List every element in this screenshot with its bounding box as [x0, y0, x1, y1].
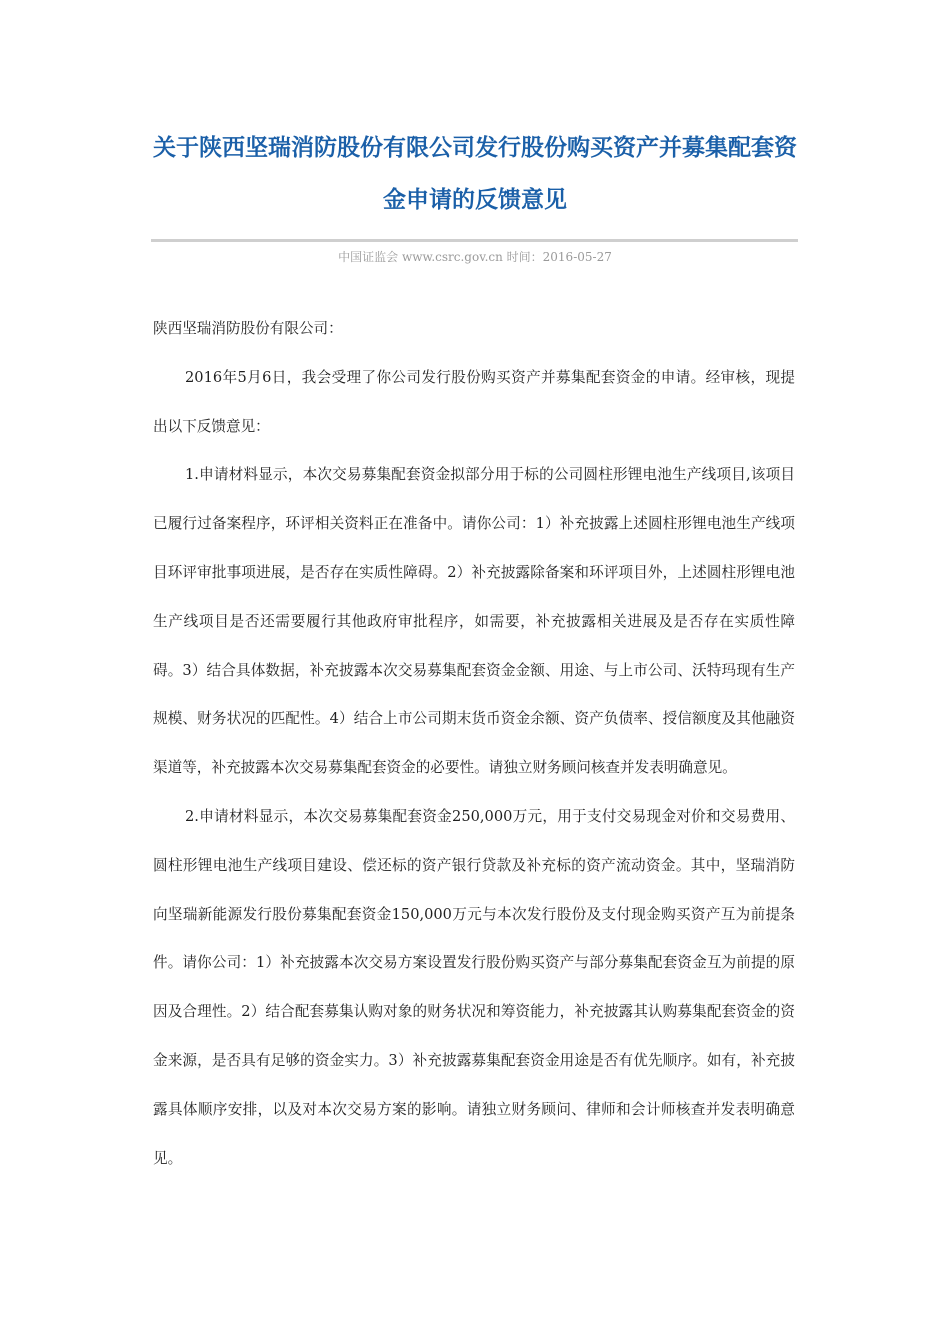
source-line: 中国证监会 www.csrc.gov.cn 时间：2016-05-27 — [338, 250, 612, 264]
document-title: 关于陕西坚瑞消防股份有限公司发行股份购买资产并募集配套资金申请的反馈意见 — [153, 135, 797, 213]
document-body — [153, 305, 795, 1183]
title-divider — [151, 239, 798, 242]
paragraph-intro: 2016年5月6日，我会受理了你公司发行股份购买资产并募集配套资金的申请。经审核，现提出以下反馈意见： — [153, 368, 795, 435]
paragraph-item-2: 2.申请材料显示，本次交易募集配套资金250,000万元，用于支付交易现金对价和交易费用、圆柱形锂电池生产线项目建设、偿还标的资产银行贷款及补充标的资产流动资金。其中，坚瑞消防向坚瑞新能源发行股份募集配套资金150,000万元与本次发行股份及支付现金购买资产互为前提条件。请你公司：1）补充披露本次交易方案设置发行股份购买资产与部分募集配套资金互为前提的原因及合理性。2）结合配套募集认购对象的财务状况和筹资能力，补充披露其认购募集配套资金的资金来源，是否具有足够的资金实力。3）补充披露募集配套资金用途是否有优先顺序。如有，补充披露具体顺序安排，以及对本次交易方案的影响。请独立财务顾问、律师和会计师核查并发表明确意见。 — [153, 807, 795, 1167]
paragraph-item-1: 1.申请材料显示，本次交易募集配套资金拟部分用于标的公司圆柱形锂电池生产线项目,该项目已履行过备案程序，环评相关资料正在准备中。请你公司：1）补充披露上述圆柱形锂电池生产线项目环评审批事项进展，是否存在实质性障碍。2）补充披露除备案和环评项目外，上述圆柱形锂电池生产线项目是否还需要履行其他政府审批程序，如需要，补充披露相关进展及是否存在实质性障碍。3）结合具体数据，补充披露本次交易募集配套资金金额、用途、与上市公司、沃特玛现有生产规模、财务状况的匹配性。4）结合上市公司期末货币资金余额、资产负债率、授信额度及其他融资渠道等，补充披露本次交易募集配套资金的必要性。请独立财务顾问核查并发表明确意见。 — [153, 466, 795, 777]
salutation: 陕西坚瑞消防股份有限公司： — [153, 320, 343, 337]
